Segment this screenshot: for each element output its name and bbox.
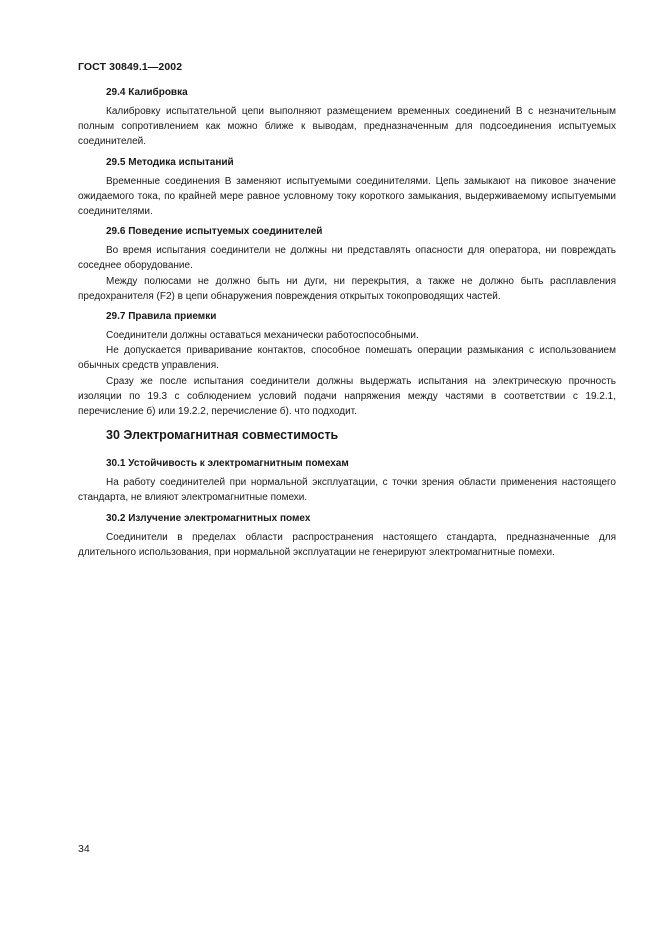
subsection-heading: 29.5 Методика испытаний <box>106 156 234 168</box>
subsection-heading: 29.7 Правила приемки <box>106 311 217 323</box>
subsection-29-5 <box>78 156 616 220</box>
section-heading-30: 30 Электромагнитная совместимость <box>106 428 339 443</box>
subsection-30-2 <box>78 512 616 560</box>
paragraph: Между полюсами не должно быть ни дуги, ни перекрытия, а также не должно быть расплавления предохранителя (F2) в цепи обнаружения повреждения открытых токопроводящих частей. <box>78 275 616 302</box>
subsection-29-6 <box>78 225 616 304</box>
subsection-heading: 29.6 Поведение испытуемых соединителей <box>106 226 323 238</box>
paragraph: Соединители должны оставаться механически работоспособными. <box>106 330 419 342</box>
paragraph: Не допускается приваривание контактов, способное помешать операции размыкания с использованием обычных средств управления. <box>78 345 616 372</box>
document-code-header: ГОСТ 30849.1—2002 <box>78 61 183 73</box>
subsection-heading: 30.1 Устойчивость к электромагнитным помехам <box>106 458 349 470</box>
document-body <box>78 86 616 566</box>
paragraph: Сразу же после испытания соединители должны выдержать испытания на электрическую прочность изоляции по 19.3 с соблюдением условий подачи напряжения между частями в соответствии с 19.2.1, перечисление б) или 19.2.2, перечисление б). что подходит. <box>78 375 616 418</box>
paragraph: Во время испытания соединители не должны ни представлять опасности для оператора, ни повреждать соседнее оборудование. <box>78 245 616 272</box>
page-number: 34 <box>78 843 90 855</box>
paragraph: На работу соединителей при нормальной эксплуатации, с точки зрения области применения настоящего стандарта, не влияют электромагнитные помехи. <box>78 477 616 504</box>
subsection-heading: 29.4 Калибровка <box>106 87 188 98</box>
subsection-30-1 <box>78 457 616 505</box>
paragraph: Временные соединения В заменяют испытуемыми соединителями. Цепь замыкают на пиковое значение ожидаемого тока, по крайней мере равное условному току короткого замыкания, выдерживаемому испытуемыми соединителями. <box>78 175 616 218</box>
subsection-29-4 <box>78 86 616 150</box>
subsection-heading: 30.2 Излучение электромагнитных помех <box>106 512 311 524</box>
paragraph: Соединители в пределах области распространения настоящего стандарта, предназначенные для длительного использования, при нормальной эксплуатации не генерируют электромагнитные помехи. <box>78 531 616 558</box>
subsection-29-7 <box>78 310 616 419</box>
paragraph: Калибровку испытательной цепи выполняют размещением временных соединений В с незначительным полным сопротивлением как можно ближе к выводам, предназначенным для подсоединения испытуемых соединителей. <box>78 106 616 148</box>
